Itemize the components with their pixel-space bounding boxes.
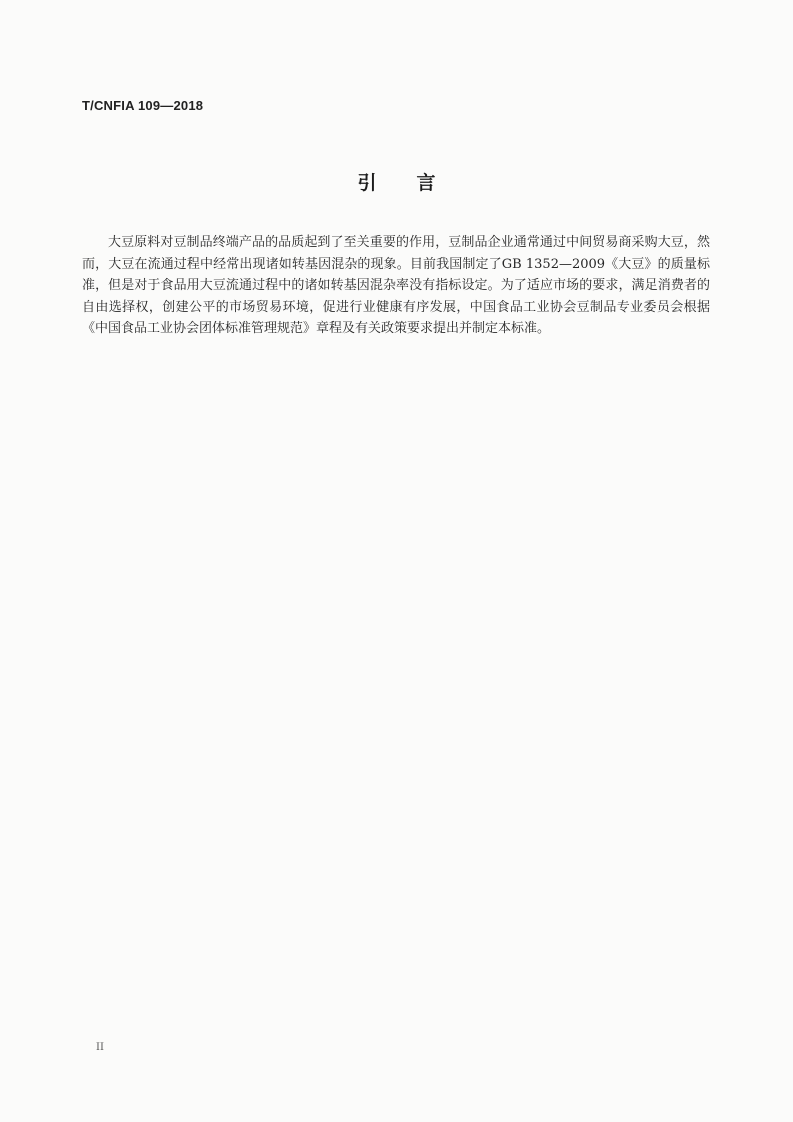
page-number: II: [96, 1042, 104, 1053]
document-code: T/CNFIA 109—2018: [82, 98, 204, 113]
introduction-paragraph: 大豆原料对豆制品终端产品的品质起到了至关重要的作用，豆制品企业通常通过中间贸易商采购大豆，然而，大豆在流通过程中经常出现诸如转基因混杂的现象。目前我国制定了GB 1352—2009《大豆》的质量标准，但是对于食品用大豆流通过程中的诸如转基因混杂率没有指标设定。为了适应市场的要求，满足消费者的自由选择权，创建公平的市场贸易环境，促进行业健康有序发展，中国食品工业协会豆制品专业委员会根据《中国食品工业协会团体标准管理规范》章程及有关政策要求提出并制定本标准。: [82, 235, 710, 336]
section-title: 引言: [357, 172, 476, 194]
